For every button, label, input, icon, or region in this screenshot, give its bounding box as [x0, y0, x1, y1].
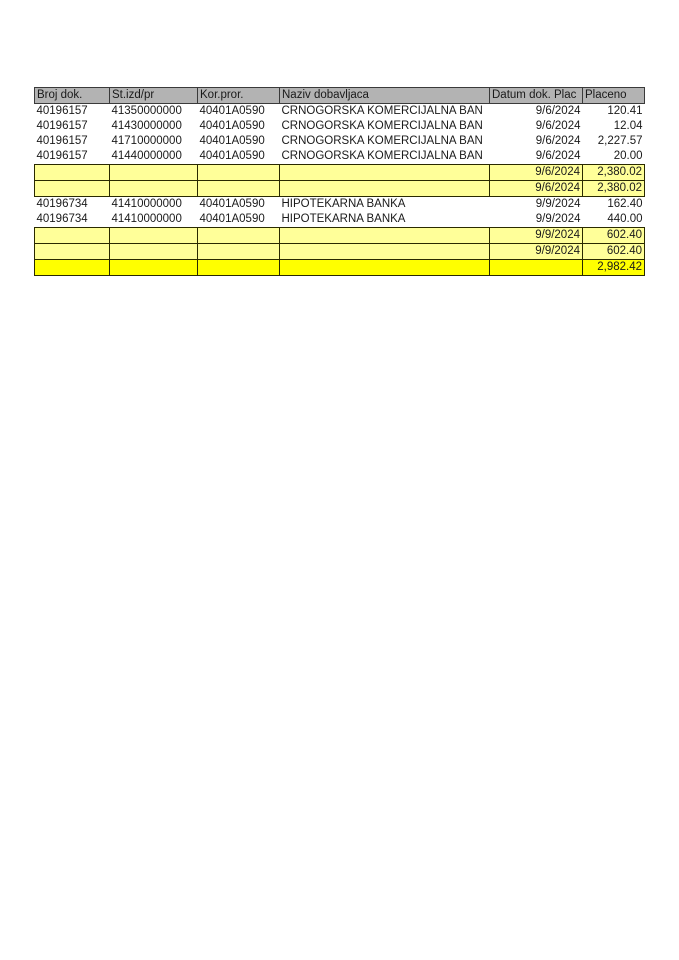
cell-naziv-dobavljaca: CRNOGORSKA KOMERCIJALNA BAN: [281, 120, 483, 132]
cell-naziv-dobavljaca: CRNOGORSKA KOMERCIJALNA BAN: [281, 105, 483, 117]
cell-datum: 9/9/2024: [490, 244, 583, 260]
cell-st-izd-pr: 41410000000: [111, 213, 182, 225]
cell-placeno: 2,227.57: [597, 135, 643, 147]
cell-empty: [198, 181, 280, 197]
header-naziv-dobavljaca: Naziv dobavljaca: [280, 88, 490, 104]
header-datum-dok-placa: Datum dok. Plac: [490, 88, 583, 104]
cell-empty: [110, 260, 198, 276]
cell-empty: [280, 244, 490, 260]
cell-empty: [280, 228, 490, 244]
subtotal-row: [35, 165, 645, 181]
cell-kor-pror: 40401A0590: [199, 213, 265, 225]
cell-st-izd-pr: 41410000000: [111, 198, 182, 210]
cell-kor-pror: 40401A0590: [199, 120, 265, 132]
cell-kor-pror: 40401A0590: [199, 105, 265, 117]
cell-datum: 9/9/2024: [490, 228, 583, 244]
cell-subtotal: 2,380.02: [583, 165, 645, 181]
cell-naziv-dobavljaca: CRNOGORSKA KOMERCIJALNA BAN: [281, 135, 483, 147]
header-broj-dok: Broj dok.: [35, 88, 110, 104]
cell-subtotal: 602.40: [583, 228, 645, 244]
cell-datum: 9/6/2024: [535, 150, 581, 162]
cell-broj-dok: 40196157: [36, 135, 88, 147]
cell-datum: 9/6/2024: [535, 120, 581, 132]
cell-empty: [280, 181, 490, 197]
table-row: [35, 119, 645, 134]
subtotal-row: [35, 244, 645, 260]
cell-empty: [110, 228, 198, 244]
cell-empty: [280, 260, 490, 276]
cell-placeno: 120.41: [607, 105, 643, 117]
header-placeno: Placeno: [583, 88, 645, 104]
cell-empty: [110, 165, 198, 181]
cell-broj-dok: 40196157: [36, 120, 88, 132]
cell-st-izd-pr: 41350000000: [111, 105, 182, 117]
cell-empty: [35, 228, 110, 244]
cell-empty: [198, 228, 280, 244]
cell-broj-dok: 40196157: [36, 105, 88, 117]
cell-empty: [198, 165, 280, 181]
table-row: [35, 134, 645, 149]
table-row: [35, 212, 645, 228]
cell-empty: [490, 260, 583, 276]
cell-empty: [280, 165, 490, 181]
subtotal-row: [35, 181, 645, 197]
cell-broj-dok: 40196734: [36, 213, 88, 225]
cell-empty: [35, 244, 110, 260]
cell-datum: 9/9/2024: [535, 213, 581, 225]
cell-empty: [110, 181, 198, 197]
header-st-izd-pr: St.izd/pr: [110, 88, 198, 104]
cell-st-izd-pr: 41710000000: [111, 135, 182, 147]
cell-st-izd-pr: 41440000000: [111, 150, 182, 162]
cell-empty: [110, 244, 198, 260]
cell-subtotal: 602.40: [583, 244, 645, 260]
table-row: [35, 104, 645, 120]
cell-datum: 9/9/2024: [535, 198, 581, 210]
cell-kor-pror: 40401A0590: [199, 198, 265, 210]
subtotal-row: [35, 228, 645, 244]
header-kor-pror: Kor.pror.: [198, 88, 280, 104]
cell-datum: 9/6/2024: [535, 105, 581, 117]
cell-grand-total: 2,982.42: [583, 260, 645, 276]
cell-broj-dok: 40196734: [36, 198, 88, 210]
cell-st-izd-pr: 41430000000: [111, 120, 182, 132]
cell-empty: [198, 260, 280, 276]
cell-naziv-dobavljaca: CRNOGORSKA KOMERCIJALNA BAN: [281, 150, 483, 162]
cell-empty: [198, 244, 280, 260]
cell-empty: [35, 260, 110, 276]
cell-empty: [35, 165, 110, 181]
cell-placeno: 12.04: [613, 120, 643, 132]
cell-empty: [35, 181, 110, 197]
cell-subtotal: 2,380.02: [583, 181, 645, 197]
table-row: [35, 149, 645, 165]
cell-datum: 9/6/2024: [490, 181, 583, 197]
cell-broj-dok: 40196157: [36, 150, 88, 162]
cell-kor-pror: 40401A0590: [199, 135, 265, 147]
cell-naziv-dobavljaca: HIPOTEKARNA BANKA: [281, 198, 406, 210]
cell-placeno: 440.00: [607, 213, 643, 225]
cell-datum: 9/6/2024: [535, 135, 581, 147]
table-row: [35, 197, 645, 213]
cell-naziv-dobavljaca: HIPOTEKARNA BANKA: [281, 213, 406, 225]
table-header-row: [35, 88, 645, 104]
grand-total-row: [35, 260, 645, 276]
cell-placeno: 20.00: [613, 150, 643, 162]
payments-table: [34, 87, 645, 276]
cell-datum: 9/6/2024: [490, 165, 583, 181]
cell-kor-pror: 40401A0590: [199, 150, 265, 162]
cell-placeno: 162.40: [607, 198, 643, 210]
